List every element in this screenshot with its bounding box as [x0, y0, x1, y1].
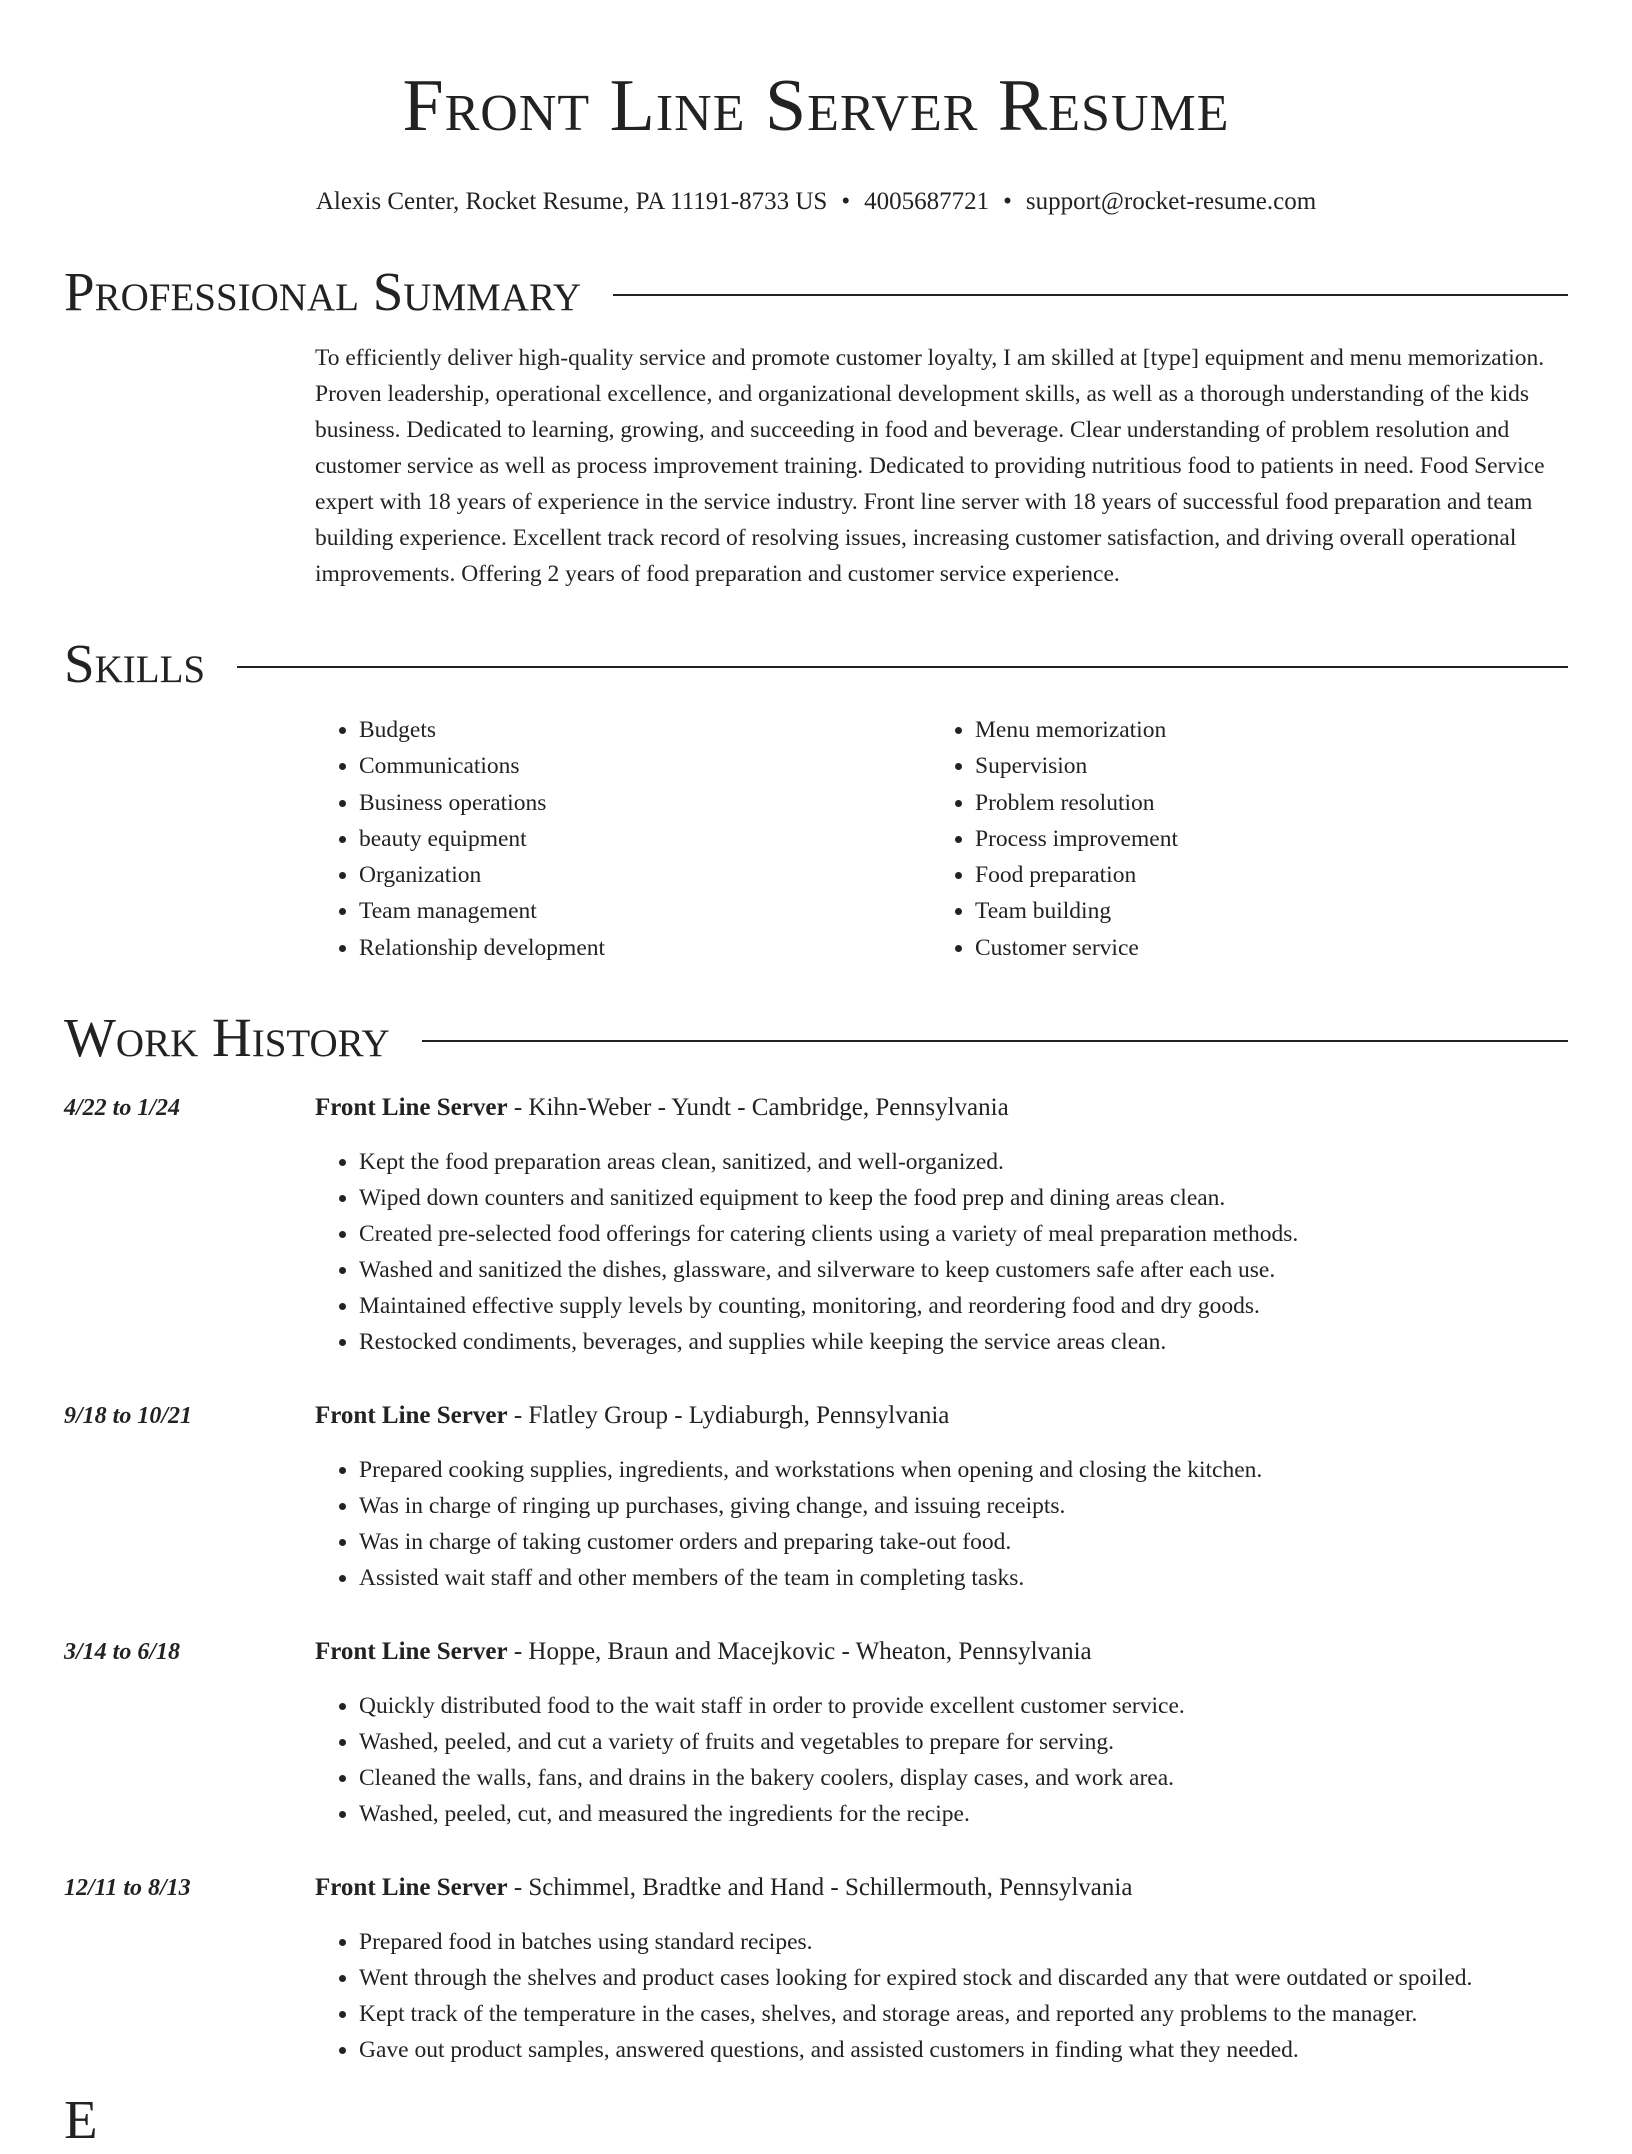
skills-column-right — [931, 712, 1178, 966]
skill-item: • Communications — [359, 748, 931, 784]
skill-item: • Food preparation — [975, 857, 1178, 893]
job-bullet: • Restocked condiments, beverages, and supplies while keeping the service areas clean. — [359, 1324, 1568, 1360]
job-title: Front Line Server — [315, 1094, 508, 1122]
job-bullets — [315, 1688, 1568, 1832]
skill-item: • Relationship development — [359, 930, 931, 966]
skill-item: • Organization — [359, 857, 931, 893]
summary-heading: Professional Summary — [64, 261, 582, 322]
skill-item: • Customer service — [975, 930, 1178, 966]
job-bullets — [315, 1452, 1568, 1596]
job-bullet: • Maintained effective supply levels by counting, monitoring, and reordering food and dry goods. — [359, 1288, 1568, 1324]
skills-heading: Skills — [64, 633, 206, 694]
resume-title: Front Line Server Resume — [402, 65, 1230, 147]
summary-section-header — [64, 258, 1568, 326]
skill-item: • Business operations — [359, 785, 931, 821]
job-heading — [315, 1398, 1568, 1434]
job-title: Front Line Server — [315, 1402, 508, 1430]
job-title: Front Line Server — [315, 1638, 508, 1666]
summary-text: To efficiently deliver high-quality service and promote customer loyalty, I am skilled at [type] equipment and menu memorization. Proven leadership, operational excellence, and organizational development skills, as well as a thorough understanding of the kids business. Dedicated to learning, growing, and succeeding in food and beverage. Clear understanding of problem resolution and customer service as well as process improvement training. Dedicated to providing nutritious food to patients in need. Food Service expert with 18 years of experience in the service industry. Front line server with 18 years of successful food preparation and team building experience. Excellent track record of resolving issues, increasing customer satisfaction, and driving overall operational improvements. Offering 2 years of food preparation and customer service experience. — [315, 345, 1545, 587]
skill-item: • Supervision — [975, 748, 1178, 784]
contact-email: support@rocket-resume.com — [1025, 188, 1317, 215]
job-bullet: • Gave out product samples, answered questions, and assisted customers in finding what they needed. — [359, 2032, 1568, 2068]
contact-separator: • — [1003, 188, 1012, 215]
job-heading — [315, 1090, 1568, 1126]
job-entry — [64, 1870, 1568, 2068]
skill-item: • Problem resolution — [975, 785, 1178, 821]
job-bullet: • Kept track of the temperature in the cases, shelves, and storage areas, and reported any problems to the manager. — [359, 1996, 1568, 2032]
skill-item: • beauty equipment — [359, 821, 931, 857]
job-entry — [64, 1090, 1568, 1360]
job-bullet: • Washed, peeled, cut, and measured the ingredients for the recipe. — [359, 1796, 1568, 1832]
contact-separator: • — [841, 188, 851, 215]
job-title: Front Line Server — [315, 1874, 508, 1902]
job-dates: 9/18 to 10/21 — [64, 1403, 193, 1430]
next-section-heading-partial: E — [64, 2089, 98, 2150]
job-entry — [64, 1398, 1568, 1596]
work-history-list — [64, 1090, 1568, 2068]
work-heading: Work History — [64, 1007, 390, 1069]
skill-item: • Process improvement — [975, 821, 1178, 857]
section-divider — [237, 666, 1568, 668]
job-dates: 3/14 to 6/18 — [64, 1639, 181, 1666]
job-bullet: • Created pre-selected food offerings for catering clients using a variety of meal preparation methods. — [359, 1216, 1568, 1252]
section-divider — [613, 294, 1568, 296]
skill-item: • Menu memorization — [975, 712, 1178, 748]
contact-line — [64, 184, 1568, 220]
skill-item: • Team management — [359, 893, 931, 929]
contact-phone: 4005687721 — [864, 188, 990, 215]
job-bullet: • Assisted wait staff and other members of the team in completing tasks. — [359, 1560, 1568, 1596]
job-bullet: • Went through the shelves and product cases looking for expired stock and discarded any that were outdated or spoiled. — [359, 1960, 1568, 1996]
section-divider — [422, 1040, 1568, 1042]
skills-column-left — [315, 712, 931, 966]
work-section-header — [64, 1004, 1568, 1072]
job-bullet: • Prepared cooking supplies, ingredients, and workstations when opening and closing the kitchen. — [359, 1452, 1568, 1488]
skills-section-header — [64, 630, 1568, 698]
skill-item: • Team building — [975, 893, 1178, 929]
job-bullet: • Prepared food in batches using standard recipes. — [359, 1924, 1568, 1960]
job-heading — [315, 1870, 1568, 1906]
job-employer-location: - Flatley Group - Lydiaburgh, Pennsylvania — [507, 1402, 950, 1430]
skill-item: • Budgets — [359, 712, 931, 748]
job-entry — [64, 1634, 1568, 1832]
job-bullets — [315, 1144, 1568, 1360]
job-bullet: • Was in charge of taking customer orders and preparing take-out food. — [359, 1524, 1568, 1560]
job-employer-location: - Hoppe, Braun and Macejkovic - Wheaton, Pennsylvania — [507, 1638, 1092, 1666]
job-bullet: • Kept the food preparation areas clean, sanitized, and well-organized. — [359, 1144, 1568, 1180]
job-dates: 12/11 to 8/13 — [64, 1875, 191, 1902]
job-bullet: • Cleaned the walls, fans, and drains in the bakery coolers, display cases, and work area. — [359, 1760, 1568, 1796]
job-bullet: • Wiped down counters and sanitized equipment to keep the food prep and dining areas clean. — [359, 1180, 1568, 1216]
job-heading — [315, 1634, 1568, 1670]
job-bullets — [315, 1924, 1568, 2068]
job-bullet: • Quickly distributed food to the wait staff in order to provide excellent customer service. — [359, 1688, 1568, 1724]
job-bullet: • Washed, peeled, and cut a variety of fruits and vegetables to prepare for serving. — [359, 1724, 1568, 1760]
job-employer-location: - Kihn-Weber - Yundt - Cambridge, Pennsylvania — [507, 1094, 1009, 1122]
job-bullet: • Was in charge of ringing up purchases, giving change, and issuing receipts. — [359, 1488, 1568, 1524]
job-dates: 4/22 to 1/24 — [64, 1095, 181, 1122]
job-employer-location: - Schimmel, Bradtke and Hand - Schillermouth, Pennsylvania — [507, 1874, 1133, 1902]
contact-address: Alexis Center, Rocket Resume, PA 11191-8733 US — [315, 188, 828, 215]
skills-list — [315, 712, 1568, 966]
job-bullet: • Washed and sanitized the dishes, glassware, and silverware to keep customers safe after each use. — [359, 1252, 1568, 1288]
